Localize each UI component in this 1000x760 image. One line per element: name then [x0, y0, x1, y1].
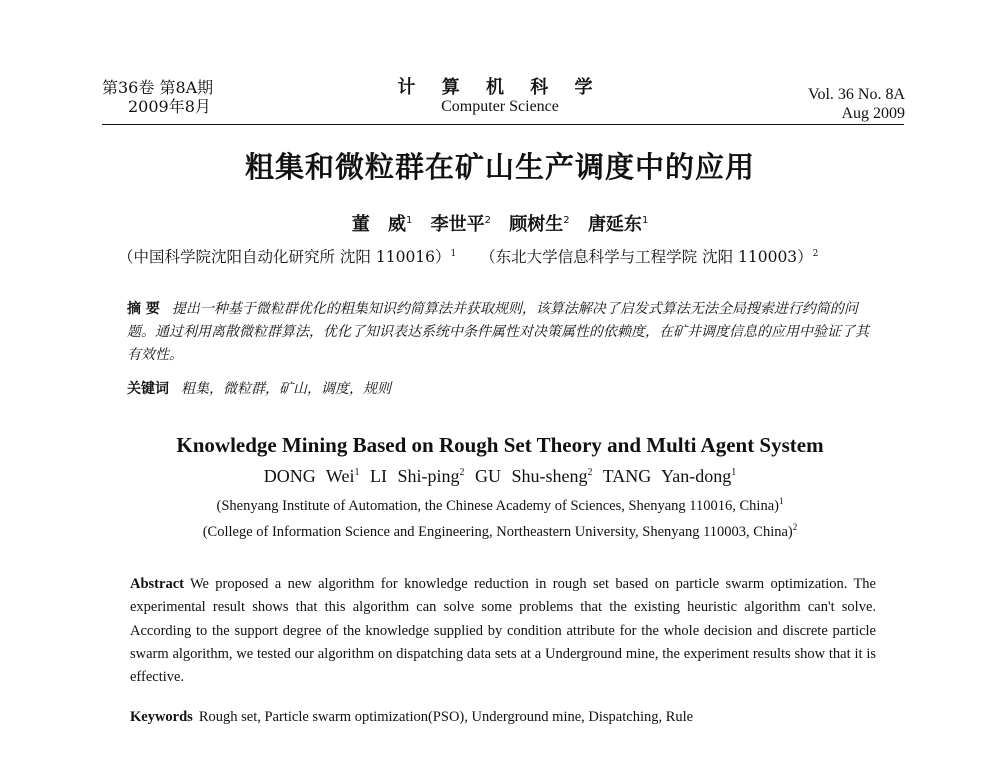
affiliations-cn [118, 245, 818, 267]
header-volume-cn: 第36卷 第8A期 [102, 78, 214, 97]
header-date-cn: 2009年8月 [128, 97, 211, 116]
author-en: DONG Wei$^1$ [263, 466, 360, 486]
abstract-text-en: We proposed a new algorithm for knowledge reduction in rough set based on particle swarm optimization. The experimental result shows that this algorithm can solve some problems that the existing heuristic algorithm can't solve. According to the support degree of the knowledge supplied by condition attribute for the whole decision and discrete particle swarm algorithm, we tested our algorithm on dispatching data sets at a Underground mine, the experiment results show that it is effective. [130, 576, 876, 686]
keywords-text-cn: 粗集，微粒群，矿山，调度，规则 [181, 381, 391, 397]
abstract-label-en: Abstract [130, 576, 184, 592]
author-cn: 顾树生$^2$ [509, 214, 570, 235]
keywords-text-en: Rough set, Particle swarm optimization(PSO), Underground mine, Dispatching, Rule [198, 709, 694, 725]
keywords-label-en: Keywords [130, 709, 193, 725]
paper-title-en: Knowledge Mining Based on Rough Set Theory and Multi Agent System [176, 433, 824, 457]
author-en: GU Shu-sheng$^2$ [474, 466, 593, 486]
author-cn: 董 威$^1$ [351, 214, 413, 235]
header-volume-en: Vol. 36 No. 8A [807, 86, 905, 103]
journal-name-en: Computer Science [441, 98, 559, 115]
author-list-en [0, 466, 1000, 487]
header-issue-block [808, 85, 905, 123]
affiliation-cn-1: （中国科学院沈阳自动化研究所 沈阳 110016）$^1$ [118, 248, 457, 266]
abstract-text-cn: 提出一种基于微粒群优化的粗集知识约简算法并获取规则，该算法解决了启发式算法无法全局搜索进行约简的问题。通过利用离散微粒群算法，优化了知识表达系统中条件属性对决策属性的依赖度，在矿井调度信息的应用中验证了其有效性。 [127, 301, 869, 363]
keywords-cn [127, 378, 391, 398]
abstract-cn [127, 298, 877, 367]
abstract-en [130, 573, 876, 689]
affiliation-en-1: (Shenyang Institute of Automation, the Chinese Academy of Sciences, Shenyang 110016, China)$^1$ [216, 496, 784, 514]
header-rule [102, 124, 904, 125]
header-journal-block [380, 78, 620, 116]
header-date-en: Aug 2009 [841, 105, 905, 122]
author-en: LI Shi-ping$^2$ [369, 466, 465, 486]
affiliation-en-2: (College of Information Science and Engineering, Northeastern University, Shenyang 110003, China)$^2$ [202, 522, 798, 540]
journal-name-cn: 计 算 机 科 学 [397, 77, 603, 98]
header-volume-block [102, 78, 213, 116]
author-cn: 唐延东$^1$ [587, 214, 649, 235]
author-en: TANG Yan-dong$^1$ [602, 466, 737, 486]
author-list-cn [0, 210, 1000, 236]
affiliation-cn-2: （东北大学信息科学与工程学院 沈阳 110003）$^2$ [480, 248, 819, 266]
keywords-label-cn: 关键词 [127, 381, 169, 397]
keywords-en [130, 709, 693, 726]
author-cn: 李世平$^2$ [430, 214, 491, 235]
paper-title-cn: 粗集和微粒群在矿山生产调度中的应用 [244, 150, 755, 184]
abstract-label-cn: 摘 要 [127, 301, 160, 317]
